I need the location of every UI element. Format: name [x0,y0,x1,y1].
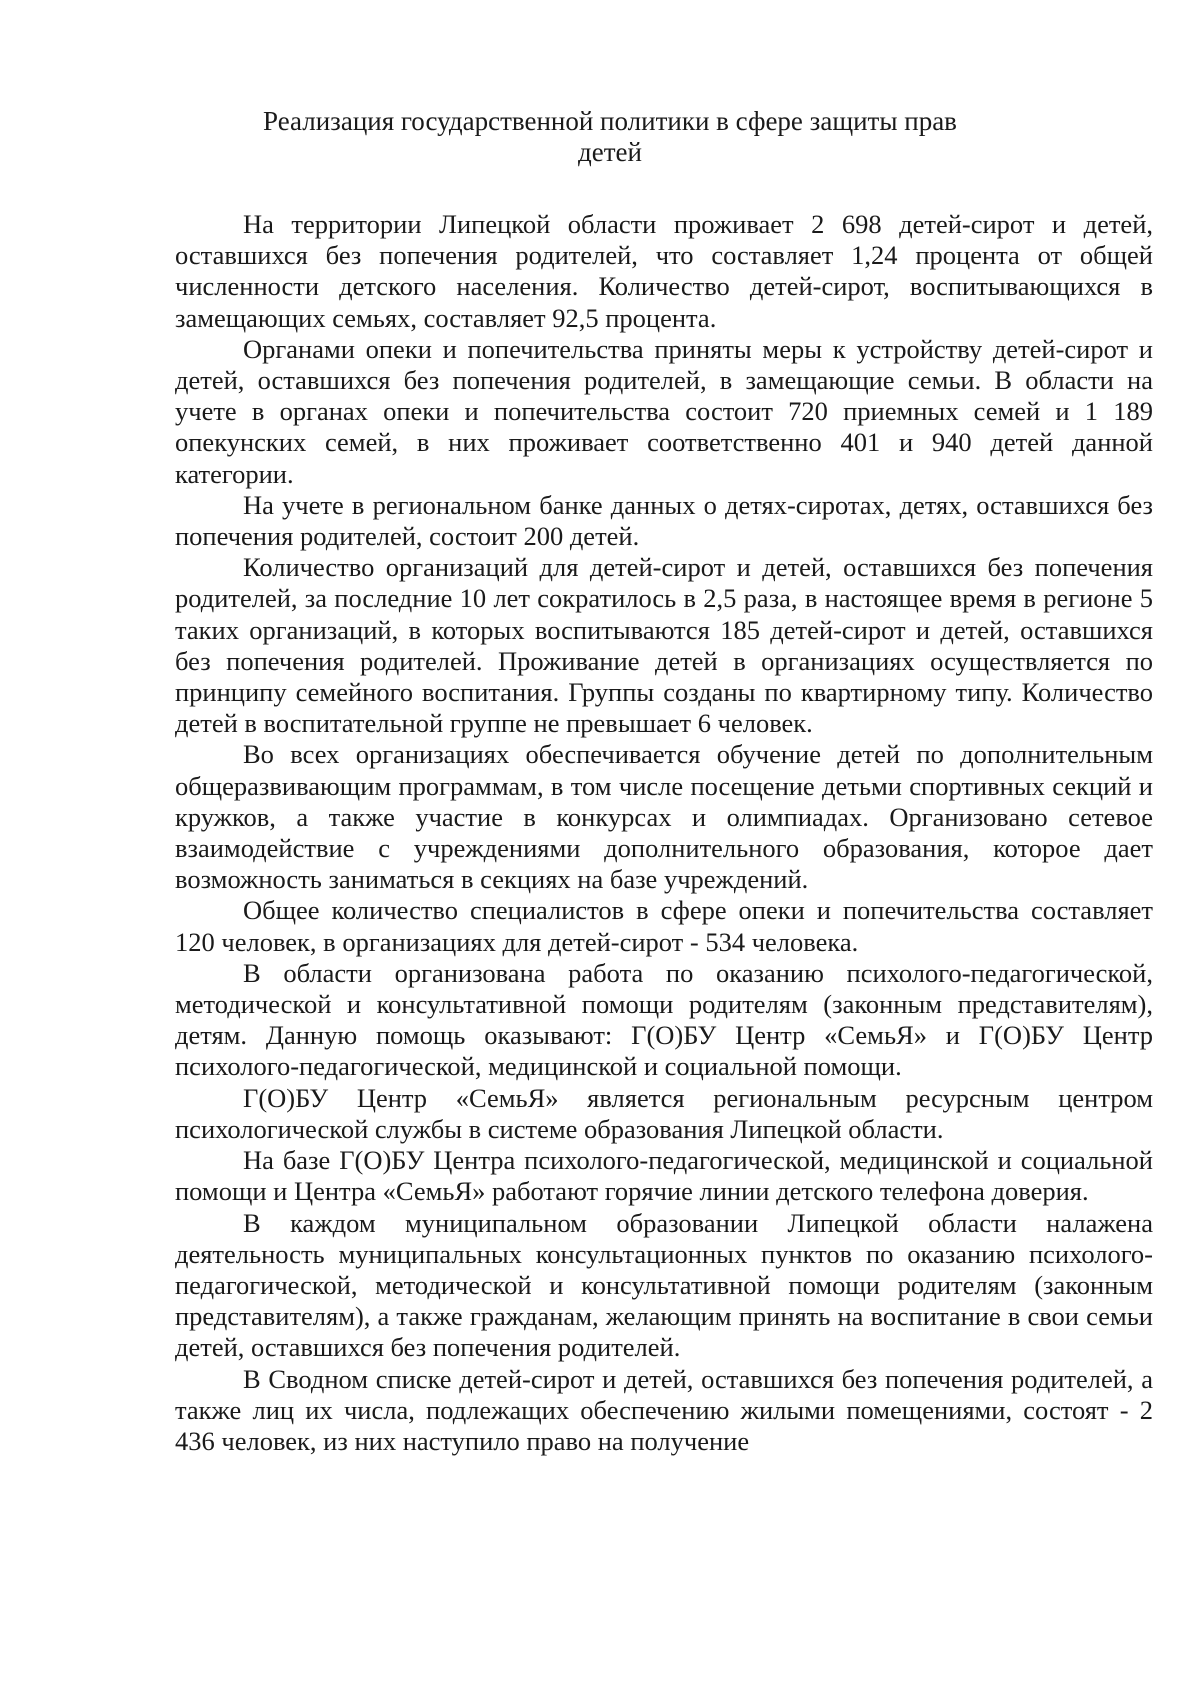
document-body [175,209,1153,1457]
document-title-line-1: Реализация государственной политики в сфере защиты прав [263,106,957,136]
paragraph-foster-families: Органами опеки и попечительства приняты меры к устройству детей-сирот и детей, оставшихся без попечения родителей, в замещающие семьи. В области на учете в органах опеки и попечительства состоит 720 приемных семей и 1 189 опекунских семей, в них проживает соответственно 401 и 940 детей данной категории. [175,333,1153,489]
paragraph-education: Во всех организациях обеспечивается обучение детей по дополнительным общеразвивающим программам, в том числе посещение детьми спортивных секций и кружков, а также участие в конкурсах и олимпиадах. Организовано сетевое взаимодействие с учреждениями дополнительного образования, которое дает возможность заниматься в секциях на базе учреждений. [175,739,1153,895]
paragraph-psychological-help: В области организована работа по оказанию психолого-педагогической, методической и консультативной помощи родителям (законным представителям), детям. Данную помощь оказывают: Г(О)БУ Центр «СемьЯ» и Г(О)БУ Центр психолого-педагогической, медицинской и социальной помощи. [175,957,1153,1082]
paragraph-specialists: Общее количество специалистов в сфере опеки и попечительства составляет 120 человек, в организациях для детей-сирот - 534 человека. [175,895,1153,957]
paragraph-resource-center: Г(О)БУ Центр «СемьЯ» является региональным ресурсным центром психологической службы в системе образования Липецкой области. [175,1082,1153,1144]
paragraph-hotlines: На базе Г(О)БУ Центра психолого-педагогической, медицинской и социальной помощи и Центра «СемьЯ» работают горячие линии детского телефона доверия. [175,1145,1153,1207]
paragraph-housing-list: В Сводном списке детей-сирот и детей, оставшихся без попечения родителей, а также лиц их числа, подлежащих обеспечению жилыми помещениями, состоят - 2 436 человек, из них наступило право на получение [175,1363,1153,1456]
paragraph-municipal-points: В каждом муниципальном образовании Липецкой области налажена деятельность муниципальных консультационных пунктов по оказанию психолого-педагогической, методической и консультативной помощи родителям (законным представителям), а также гражданам, желающим принять на воспитание в свои семьи детей, оставшихся без попечения родителей. [175,1207,1153,1363]
document-title [160,106,1060,168]
document-title-line-2: детей [578,137,642,167]
paragraph-regional-databank: На учете в региональном банке данных о детях-сиротах, детях, оставшихся без попечения родителей, состоит 200 детей. [175,489,1153,552]
paragraph-orphans-count: На территории Липецкой области проживает 2 698 детей-сирот и детей, оставшихся без попечения родителей, что составляет 1,24 процента от общей численности детского населения. Количество детей-сирот, воспитывающихся в замещающих семьях, составляет 92,5 процента. [175,209,1153,333]
paragraph-organizations: Количество организаций для детей-сирот и детей, оставшихся без попечения родителей, за последние 10 лет сократилось в 2,5 раза, в настоящее время в регионе 5 таких организаций, в которых воспитываются 185 детей-сирот и детей, оставшихся без попечения родителей. Проживание детей в организациях осуществляется по принципу семейного воспитания. Группы созданы по квартирному типу. Количество детей в воспитательной группе не превышает 6 человек. [175,552,1153,739]
